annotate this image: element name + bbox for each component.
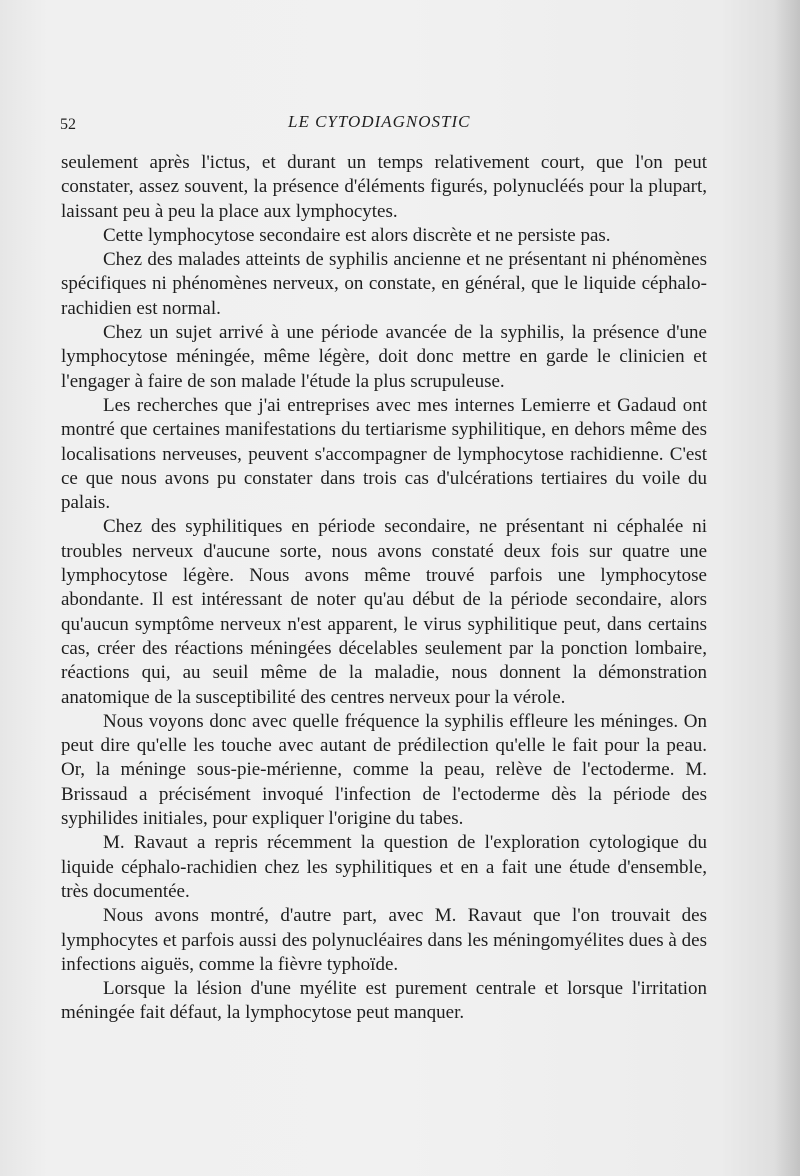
- paragraph: Cette lymphocytose secondaire est alors discrète et ne persiste pas.: [103, 224, 611, 246]
- paragraph: Les recherches que j'ai entreprises avec mes internes Lemierre et Gadaud ont montré que certaines manifestations du tertiarisme syphilitique, en dehors même des localisations nerveuses, peuvent s'accompagner de lymphocytose rachidienne. C'est ce que nous avons pu constater dans trois cas d'ulcérations tertiaires du voile du palais.: [61, 394, 707, 514]
- paragraph: Chez des syphilitiques en période secondaire, ne présentant ni céphalée ni troubles nerveux d'aucune sorte, nous avons constaté deux fois sur quatre une lymphocytose légère. Nous avons même trouvé parfois une lymphocytose abondante. Il est intéressant de noter qu'au début de la période secondaire, alors qu'aucun symptôme nerveux n'est apparent, le virus syphilitique peut, dans certains cas, créer des réactions méningées décelables seulement par la ponction lombaire, réactions qui, au seuil même de la maladie, nous donnent la démonstration anatomique de la susceptibilité des centres nerveux pour la vérole.: [61, 516, 707, 708]
- paragraph: Chez des malades atteints de syphilis ancienne et ne présentant ni phénomènes spécifiques ni phénomènes nerveux, on constate, en général, que le liquide céphalo-rachidien est normal.: [61, 249, 707, 319]
- paragraph: Nous voyons donc avec quelle fréquence la syphilis effleure les méninges. On peut dire qu'elle les touche avec autant de prédilection qu'elle le fait pour la peau. Or, la méninge sous-pie-mérienne, comme la peau, relève de l'ectoderme. M. Brissaud a précisément invoqué l'infection de l'ectoderme dès la période des syphilides initiales, pour expliquer l'origine du tabes.: [61, 710, 707, 830]
- paragraph: seulement après l'ictus, et durant un temps relativement court, que l'on peut constater, assez souvent, la présence d'éléments figurés, polynucléés pour la plupart, laissant peu à peu la place aux lymphocytes.: [61, 152, 707, 222]
- page-number: 52: [60, 116, 76, 133]
- running-title: LE CYTODIAGNOSTIC: [288, 112, 471, 131]
- page-edge-shadow: [774, 0, 800, 1176]
- paragraph: Lorsque la lésion d'une myélite est purement centrale et lorsque l'irritation méningée fait défaut, la lymphocytose peut manquer.: [61, 978, 707, 1024]
- paragraph: Chez un sujet arrivé à une période avancée de la syphilis, la présence d'une lymphocytose méningée, même légère, doit donc mettre en garde le clinicien et l'engager à faire de son malade l'étude la plus scrupuleuse.: [61, 322, 707, 392]
- paragraph: Nous avons montré, d'autre part, avec M. Ravaut que l'on trouvait des lymphocytes et parfois aussi des polynucléaires dans les méningomyélites dues à des infections aiguës, comme la fièvre typhoïde.: [61, 905, 707, 975]
- page-header: [60, 112, 708, 136]
- paragraph: M. Ravaut a repris récemment la question de l'exploration cytologique du liquide céphalo-rachidien chez les syphilitiques et en a fait une étude d'ensemble, très documentée.: [61, 832, 707, 902]
- body-text: [61, 151, 707, 1026]
